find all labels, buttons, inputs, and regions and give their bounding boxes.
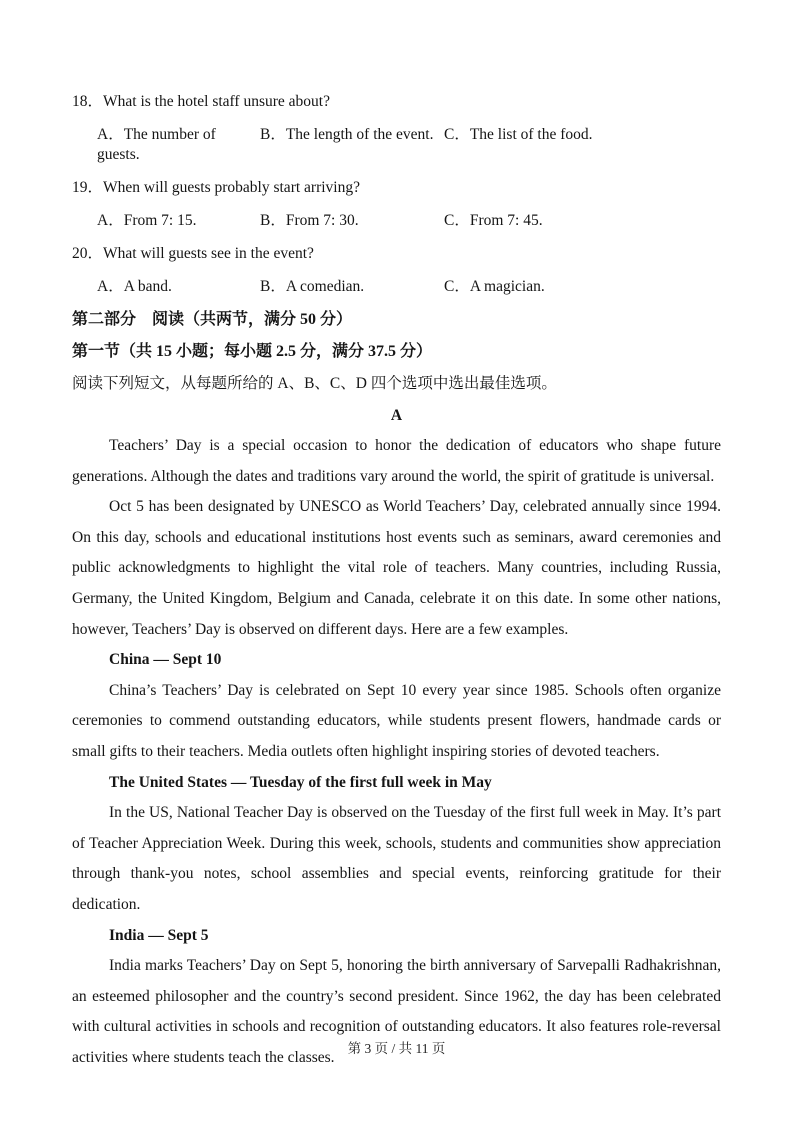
page-number-footer: 第 3 页 / 共 11 页: [347, 1041, 446, 1056]
united-states-paragraph: In the US, National Teacher Day is observed on the Tuesday of the first full week in May. It’s part of Teacher Appreciation Week. During this week, schools, students and communities show appreciation through thank-you notes, school assemblies and special events, reinforcing gratitude for their dedication.: [72, 804, 721, 913]
passage-intro-paragraph-1: Teachers’ Day is a special occasion to honor the dedication of educators who shape future generations. Although the dates and traditions vary around the world, the spirit of gratitude is universal.: [72, 437, 721, 485]
option-b: B．The length of the event.: [260, 126, 434, 143]
question-20: 20．What will guests see in the event?: [72, 245, 314, 262]
option-a: A．A band.: [97, 278, 172, 295]
part2-heading: 第二部分 阅读（共两节，满分 50 分）: [72, 311, 353, 328]
option-c: C．The list of the food.: [444, 126, 593, 143]
reading-instruction: 阅读下列短文，从每题所给的 A、B、C、D 四个选项中选出最佳选项。: [72, 375, 557, 392]
option-b: B．From 7: 30.: [260, 212, 359, 229]
passage-title: A: [390, 407, 403, 424]
passage-intro-paragraph-2: Oct 5 has been designated by UNESCO as World Teachers’ Day, celebrated annually since 1994. On this day, schools and educational institutions host events such as seminars, award ceremonies and public acknowledgments to highlight the vital role of teachers. Many countries, including Russia, Germany, the United Kingdom, Belgium and Canada, celebrate it on this date. In some other nations, however, Teachers’ Day is observed on different days. Here are a few examples.: [72, 498, 721, 638]
question-18-options: [72, 125, 721, 165]
india-subheading: India — Sept 5: [109, 926, 209, 944]
united-states-subheading: The United States — Tuesday of the first full week in May: [109, 773, 492, 791]
section1-heading: 第一节（共 15 小题；每小题 2.5 分，满分 37.5 分）: [72, 343, 433, 360]
reading-passage-a: [72, 400, 721, 1073]
option-b: B．A comedian.: [260, 278, 365, 295]
india-paragraph: India marks Teachers’ Day on Sept 5, honoring the birth anniversary of Sarvepalli Radhakrishnan, an esteemed philosopher and the country’s second president. Since 1962, the day has been celebrated with cultural activities in schools and recognition of outstanding educators. It also features role-reversal activities where students teach the classes.: [72, 957, 721, 1066]
option-a: A．From 7: 15.: [97, 212, 197, 229]
option-c: C．A magician.: [444, 278, 545, 295]
option-c: C．From 7: 45.: [444, 212, 543, 229]
china-subheading: China — Sept 10: [109, 651, 222, 669]
question-18: 18．What is the hotel staff unsure about?: [72, 93, 330, 110]
china-paragraph: China’s Teachers’ Day is celebrated on Sept 10 every year since 1985. Schools often organize ceremonies to commend outstanding educators, while students present flowers, handmade cards or small gifts to their teachers. Media outlets often highlight inspiring stories of devoted teachers.: [72, 681, 721, 760]
question-20-options: [72, 277, 721, 297]
option-a: A．The number of guests.: [97, 126, 216, 163]
question-19: 19．When will guests probably start arriving?: [72, 179, 360, 196]
question-19-options: [72, 211, 721, 231]
